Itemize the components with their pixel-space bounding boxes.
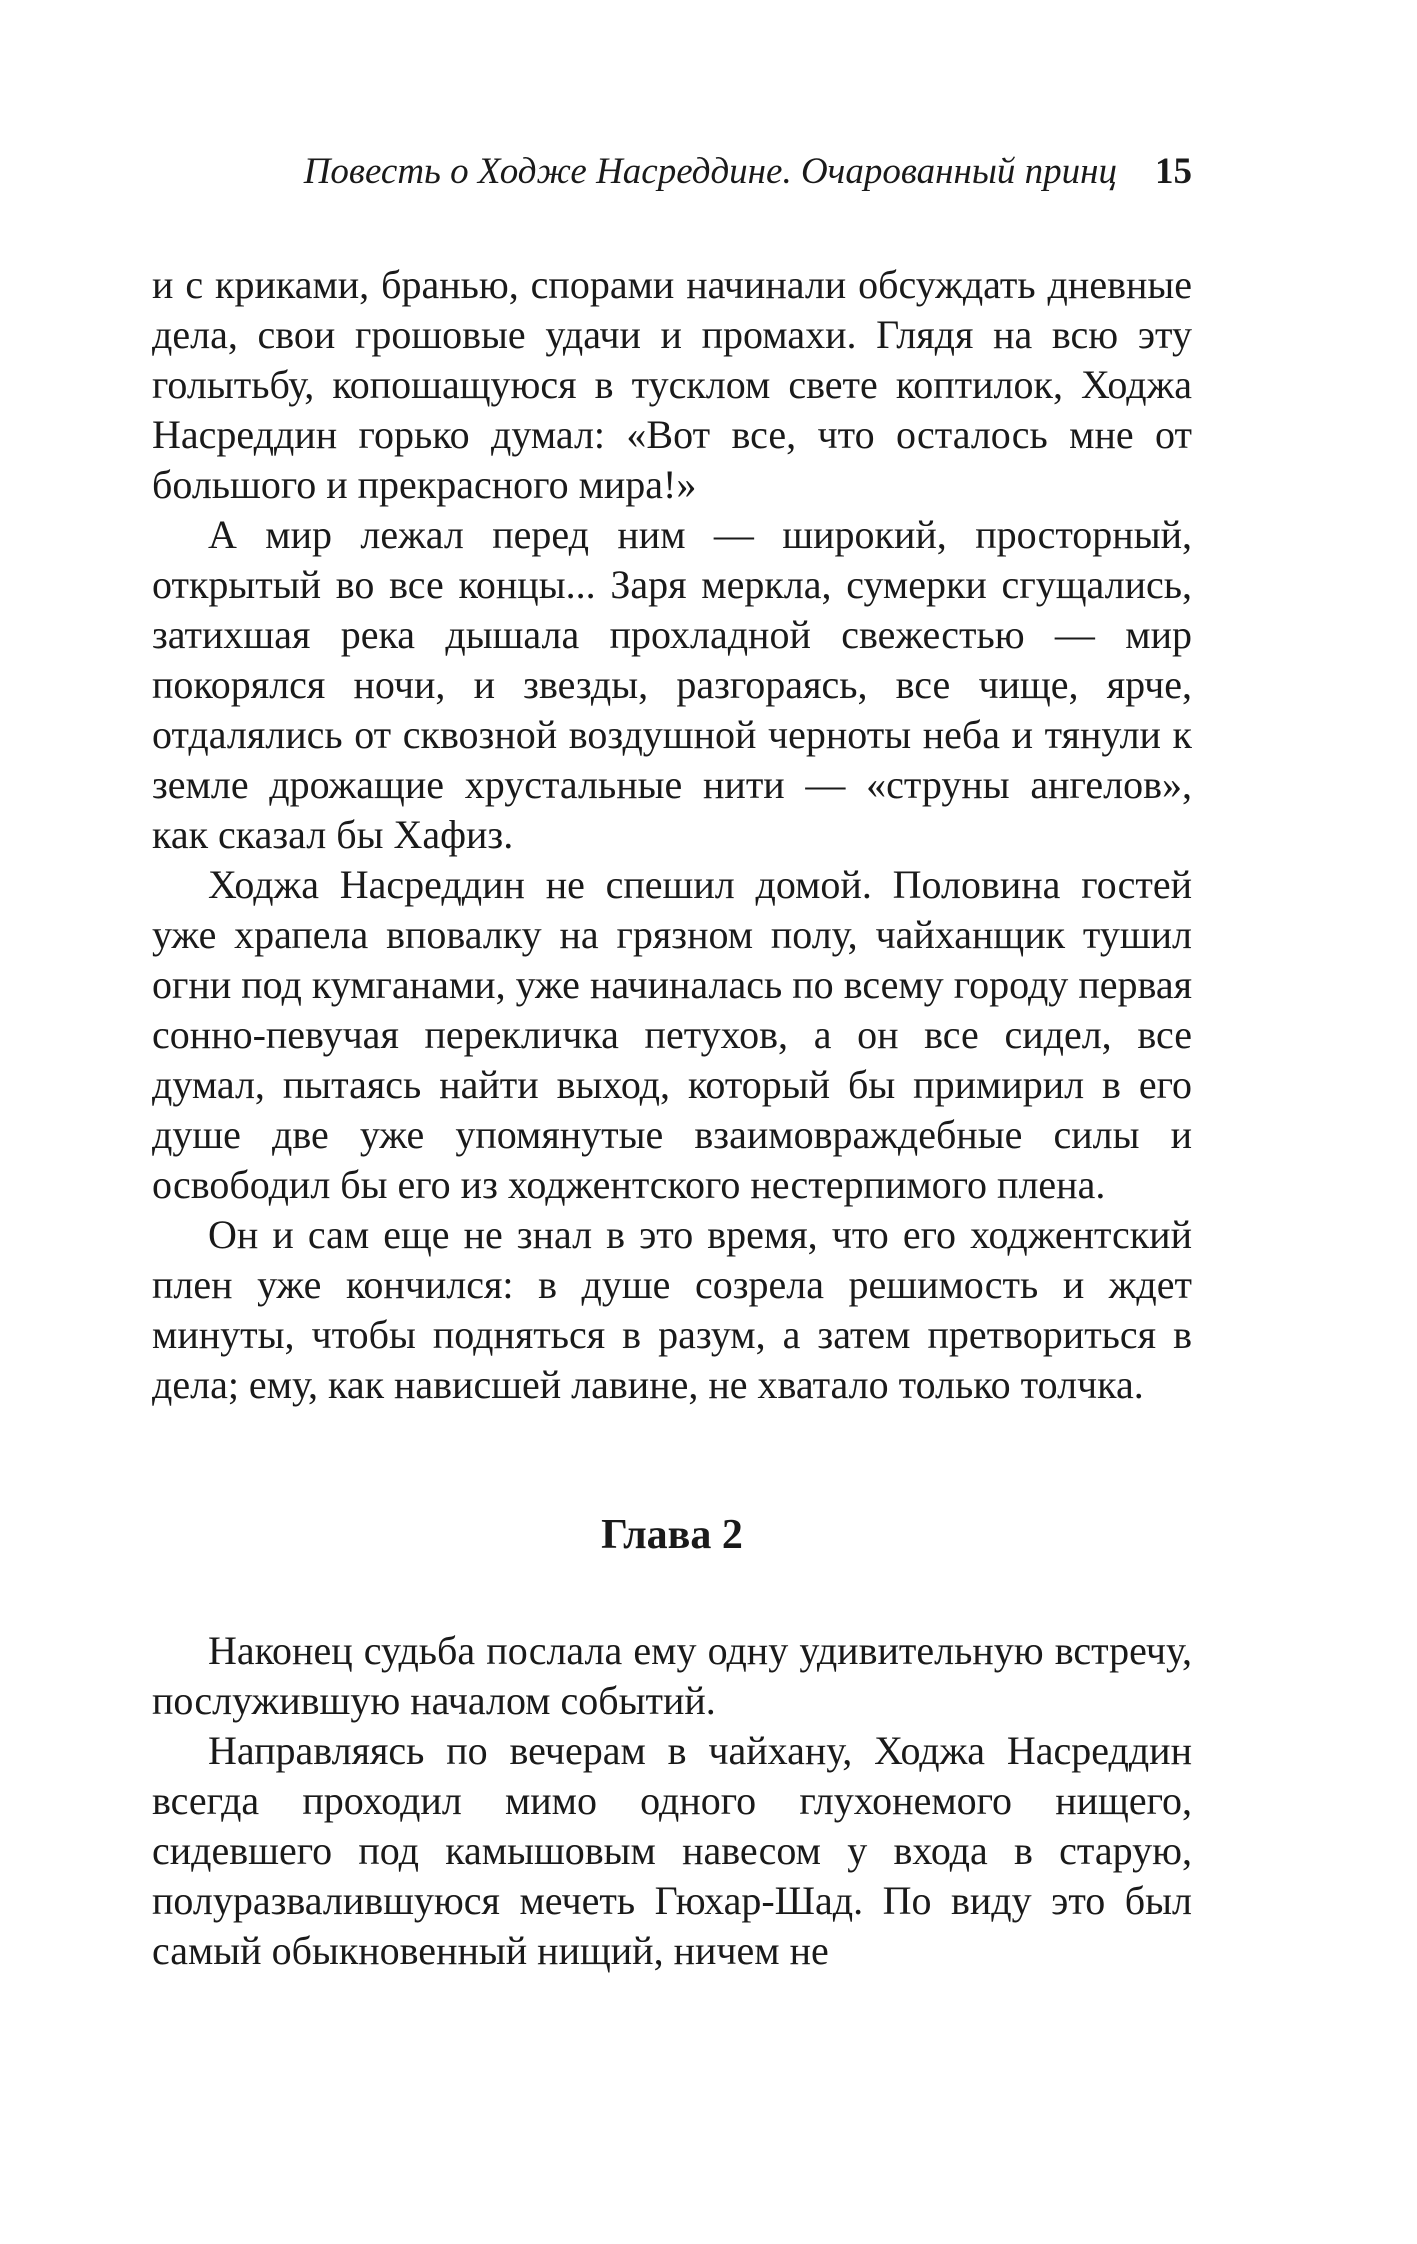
book-page: [152, 150, 1192, 1976]
paragraph: А мир лежал перед ним — широкий, просторный, открытый во все концы... Заря меркла, сумерки сгущались, затихшая река дышала прохладной свежестью — мир покорялся ночи, и звезды, разгораясь, все чище, ярче, отдалялись от сквозной воздушной черноты неба и тянули к земле дрожащие хрустальные нити — «струны ангелов», как сказал бы Хафиз.: [152, 512, 1192, 857]
paragraph-continued: и с криками, бранью, спорами начинали обсуждать дневные дела, свои грошовые удачи и промахи. Глядя на всю эту голытьбу, копошащуюся в тусклом свете коптилок, Ходжа Насреддин горько думал: «Вот все, что осталось мне от большого и прекрасного мира!»: [152, 262, 1192, 507]
paragraph: Он и сам еще не знал в это время, что его ходжентский плен уже кончился: в душе созрела решимость и ждет минуты, чтобы подняться в разум, а затем претвориться в дела; ему, как нависшей лавине, не хватало только толчка.: [152, 1212, 1192, 1407]
paragraph: Направляясь по вечерам в чайхану, Ходжа Насреддин всегда проходил мимо одного глухонемого нищего, сидевшего под камышовым навесом у входа в старую, полуразвалившуюся мечеть Гюхар-Шад. По виду это был самый обыкновенный нищий, ничем не: [152, 1728, 1192, 1973]
running-title: Повесть о Ходже Насреддине. Очарованный принц: [303, 151, 1117, 192]
running-header: [152, 150, 1192, 194]
chapter-heading: Глава 2: [601, 1512, 743, 1558]
page-number: 15: [1155, 151, 1192, 192]
paragraph: Наконец судьба послала ему одну удивительную встречу, послужившую началом событий.: [152, 1628, 1192, 1723]
paragraph: Ходжа Насреддин не спешил домой. Половина гостей уже храпела вповалку на грязном полу, чайханщик тушил огни под кумганами, уже начиналась по всему городу первая сонно-певучая перекличка петухов, а он все сидел, все думал, пытаясь найти выход, который бы примирил в его душе две уже упомянутые взаимовраждебные силы и освободил бы его из ходжентского нестерпимого плена.: [152, 862, 1192, 1207]
